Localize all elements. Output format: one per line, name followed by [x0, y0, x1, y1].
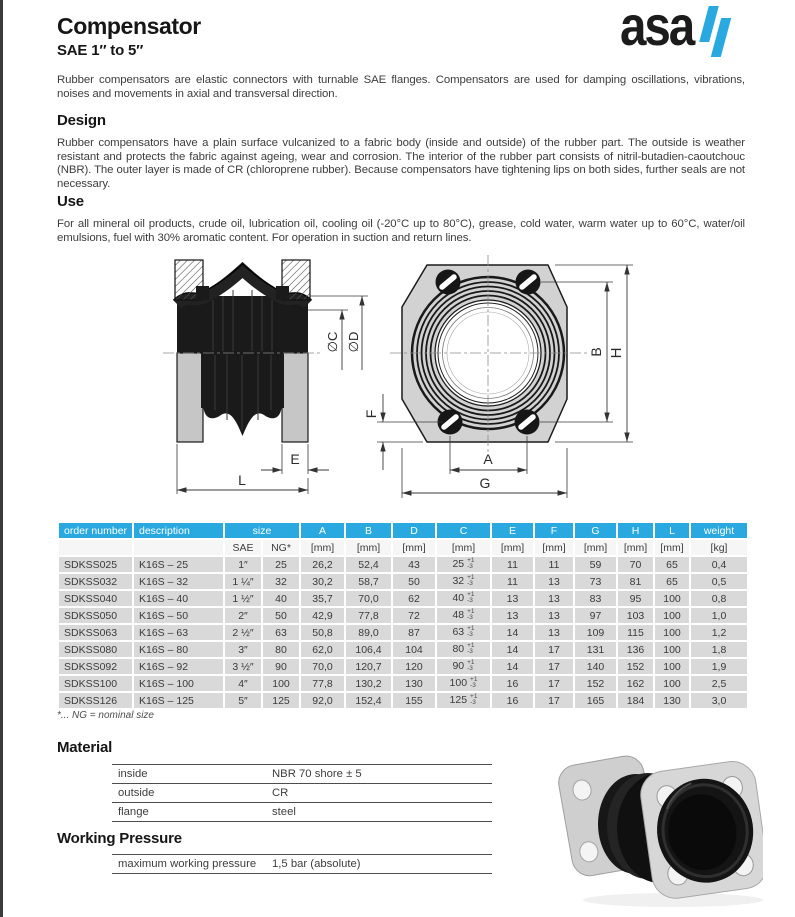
cell-a: 35,7 [301, 591, 344, 606]
cell-b: 77,8 [346, 608, 391, 623]
cell-order: SDKSS063 [59, 625, 132, 640]
table-row [59, 659, 747, 674]
dim-label-b: B [588, 347, 604, 357]
unit-cell-mm: [mm] [492, 540, 533, 555]
spec-table [57, 521, 744, 710]
cell-description: K16S – 80 [134, 642, 223, 657]
cell-description: K16S – 32 [134, 574, 223, 589]
cell-g: 59 [575, 557, 616, 572]
spec-table-body [59, 557, 747, 708]
cell-d: 87 [393, 625, 435, 640]
cell-e: 16 [492, 693, 533, 708]
cell-ng: 63 [263, 625, 299, 640]
cell-description: K16S – 92 [134, 659, 223, 674]
cell-l: 100 [655, 608, 689, 623]
page-edge-rule [0, 0, 3, 917]
cell-b: 89,0 [346, 625, 391, 640]
unit-cell-mm: [mm] [575, 540, 616, 555]
cell-c: 48 +1 -3 [437, 608, 490, 623]
cell-d: 130 [393, 676, 435, 691]
cell-f: 13 [535, 591, 573, 606]
cell-l: 100 [655, 591, 689, 606]
cell-ng: 90 [263, 659, 299, 674]
cell-a: 70,0 [301, 659, 344, 674]
cell-b: 120,7 [346, 659, 391, 674]
cell-h: 70 [618, 557, 653, 572]
cell-f: 17 [535, 659, 573, 674]
cell-h: 81 [618, 574, 653, 589]
cell-c: 40 +1 -3 [437, 591, 490, 606]
cell-ng: 32 [263, 574, 299, 589]
tolerance-plus: +1 [467, 642, 475, 649]
cell-ng: 50 [263, 608, 299, 623]
cell-h: 115 [618, 625, 653, 640]
unit-cell-mm: [mm] [346, 540, 391, 555]
cell-d: 120 [393, 659, 435, 674]
cell-description: K16S – 100 [134, 676, 223, 691]
cell-description: K16S – 25 [134, 557, 223, 572]
cell-l: 65 [655, 557, 689, 572]
cell-e: 13 [492, 608, 533, 623]
tolerance-minus: -3 [467, 562, 473, 570]
cell-e: 16 [492, 676, 533, 691]
spec-table-head [59, 523, 747, 555]
info-label: maximum working pressure [112, 855, 266, 874]
cell-b: 52,4 [346, 557, 391, 572]
tolerance-plus: +1 [467, 659, 475, 666]
cell-d: 104 [393, 642, 435, 657]
design-heading: Design [57, 112, 106, 129]
cell-sae: 1 ½″ [225, 591, 261, 606]
cell-e: 13 [492, 591, 533, 606]
product-photo [548, 742, 763, 910]
asa-logo-text: asa [620, 0, 694, 57]
cell-c: 25 +1 -3 [437, 557, 490, 572]
info-label: inside [112, 765, 266, 784]
col-header-d: D [393, 523, 435, 538]
cell-ng: 40 [263, 591, 299, 606]
col-header-weight: weight [691, 523, 747, 538]
dim-label-dia-c: ∅C [325, 331, 340, 353]
cell-weight: 1,0 [691, 608, 747, 623]
info-value: CR [266, 784, 492, 803]
unit-cell-sae: SAE [225, 540, 261, 555]
cell-e: 11 [492, 574, 533, 589]
intro-paragraph: Rubber compensators are elastic connectors with turnable SAE flanges. Compensators are used for damping oscillations, vibrations, noises and movements in axial and transversal direction. [57, 74, 745, 100]
cell-b: 130,2 [346, 676, 391, 691]
cell-sae: 1 ¼″ [225, 574, 261, 589]
table-footnote: *... NG = nominal size [57, 710, 154, 721]
cell-g: 83 [575, 591, 616, 606]
cell-d: 62 [393, 591, 435, 606]
cell-sae: 1″ [225, 557, 261, 572]
cell-weight: 3,0 [691, 693, 747, 708]
info-label: flange [112, 803, 266, 822]
cell-c-tolerance [467, 558, 474, 570]
info-label: outside [112, 784, 266, 803]
cell-l: 130 [655, 693, 689, 708]
cell-g: 152 [575, 676, 616, 691]
cell-ng: 25 [263, 557, 299, 572]
cell-g: 131 [575, 642, 616, 657]
cell-ng: 100 [263, 676, 299, 691]
cell-description: K16S – 125 [134, 693, 223, 708]
cell-c-tolerance [467, 660, 474, 672]
page-subtitle: SAE 1″ to 5″ [57, 42, 144, 59]
side-view-drawing [163, 260, 323, 442]
cell-c-tolerance [470, 677, 477, 689]
tolerance-plus: +1 [467, 574, 475, 581]
tolerance-minus: -3 [470, 698, 476, 706]
info-row [112, 784, 492, 803]
cell-h: 152 [618, 659, 653, 674]
cell-b: 106,4 [346, 642, 391, 657]
dim-label-dia-d: ∅D [346, 331, 361, 353]
cell-sae: 5″ [225, 693, 261, 708]
cell-h: 162 [618, 676, 653, 691]
cell-f: 13 [535, 608, 573, 623]
info-row [112, 765, 492, 784]
table-row [59, 591, 747, 606]
info-value: NBR 70 shore ± 5 [266, 765, 492, 784]
tolerance-minus: -3 [467, 579, 473, 587]
cell-ng: 80 [263, 642, 299, 657]
info-row [112, 855, 492, 874]
table-row [59, 608, 747, 623]
dim-label-e: E [290, 451, 300, 467]
cell-g: 109 [575, 625, 616, 640]
col-header-b: B [346, 523, 391, 538]
cell-f: 17 [535, 676, 573, 691]
cell-weight: 0,4 [691, 557, 747, 572]
cell-h: 136 [618, 642, 653, 657]
cell-g: 140 [575, 659, 616, 674]
front-view-drawing [390, 255, 587, 454]
material-table [112, 764, 492, 822]
cell-c: 90 +1 -3 [437, 659, 490, 674]
cell-f: 13 [535, 574, 573, 589]
table-row [59, 574, 747, 589]
unit-cell-mm: [mm] [618, 540, 653, 555]
cell-order: SDKSS050 [59, 608, 132, 623]
cell-l: 100 [655, 625, 689, 640]
unit-cell-blank [59, 540, 132, 555]
cell-weight: 2,5 [691, 676, 747, 691]
cell-c: 125 +1 -3 [437, 693, 490, 708]
tolerance-plus: +1 [467, 591, 475, 598]
cell-a: 42,9 [301, 608, 344, 623]
tolerance-minus: -3 [470, 681, 476, 689]
cell-sae: 3 ½″ [225, 659, 261, 674]
col-header-f: F [535, 523, 573, 538]
material-table-body [112, 765, 492, 822]
unit-cell-ng: NG* [263, 540, 299, 555]
cell-l: 65 [655, 574, 689, 589]
col-header-a: A [301, 523, 344, 538]
cell-description: K16S – 40 [134, 591, 223, 606]
dim-label-l: L [238, 472, 246, 488]
unit-cell-blank [134, 540, 223, 555]
working-pressure-heading: Working Pressure [57, 830, 182, 847]
use-heading: Use [57, 193, 84, 210]
cell-order: SDKSS092 [59, 659, 132, 674]
col-header-g: G [575, 523, 616, 538]
cell-g: 165 [575, 693, 616, 708]
info-value: steel [266, 803, 492, 822]
tolerance-plus: +1 [467, 625, 475, 632]
cell-a: 92,0 [301, 693, 344, 708]
material-heading: Material [57, 739, 113, 756]
dim-label-h: H [608, 347, 625, 359]
cell-order: SDKSS040 [59, 591, 132, 606]
cell-sae: 2 ½″ [225, 625, 261, 640]
unit-cell-mm: [mm] [535, 540, 573, 555]
cell-description: K16S – 50 [134, 608, 223, 623]
table-row [59, 557, 747, 572]
cell-f: 17 [535, 642, 573, 657]
tolerance-plus: +1 [470, 676, 478, 683]
cell-b: 152,4 [346, 693, 391, 708]
dim-label-g: G [479, 475, 491, 491]
cell-weight: 0,5 [691, 574, 747, 589]
cell-a: 26,2 [301, 557, 344, 572]
cell-f: 11 [535, 557, 573, 572]
unit-cell-mm: [mm] [393, 540, 435, 555]
cell-weight: 1,8 [691, 642, 747, 657]
tolerance-minus: -3 [467, 596, 473, 604]
table-row [59, 642, 747, 657]
cell-order: SDKSS080 [59, 642, 132, 657]
unit-cell-mm: [mm] [655, 540, 689, 555]
tolerance-minus: -3 [467, 613, 473, 621]
cell-order: SDKSS032 [59, 574, 132, 589]
cell-d: 43 [393, 557, 435, 572]
cell-d: 155 [393, 693, 435, 708]
unit-cell-kg: [kg] [691, 540, 747, 555]
tolerance-minus: -3 [467, 630, 473, 638]
cell-description: K16S – 63 [134, 625, 223, 640]
cell-a: 30,2 [301, 574, 344, 589]
unit-cell-mm: [mm] [437, 540, 490, 555]
table-row [59, 693, 747, 708]
tolerance-minus: -3 [467, 664, 473, 672]
cell-e: 14 [492, 642, 533, 657]
cell-c: 80 +1 -3 [437, 642, 490, 657]
cell-e: 14 [492, 625, 533, 640]
cell-sae: 4″ [225, 676, 261, 691]
page-title: Compensator [57, 13, 201, 39]
cell-l: 100 [655, 642, 689, 657]
cell-b: 58,7 [346, 574, 391, 589]
cell-c: 63 +1 -3 [437, 625, 490, 640]
cell-b: 70,0 [346, 591, 391, 606]
cell-d: 72 [393, 608, 435, 623]
tolerance-plus: +1 [467, 557, 475, 564]
cell-e: 14 [492, 659, 533, 674]
cell-order: SDKSS100 [59, 676, 132, 691]
cell-c-tolerance [470, 694, 477, 706]
table-row [59, 676, 747, 691]
col-header-order-number: order number [59, 523, 132, 538]
cell-f: 17 [535, 693, 573, 708]
cell-c: 32 +1 -3 [437, 574, 490, 589]
cell-order: SDKSS025 [59, 557, 132, 572]
col-header-c: C [437, 523, 490, 538]
cell-c-tolerance [467, 643, 474, 655]
tolerance-plus: +1 [467, 608, 475, 615]
cell-l: 100 [655, 676, 689, 691]
tolerance-plus: +1 [470, 693, 478, 700]
cell-d: 50 [393, 574, 435, 589]
cell-g: 73 [575, 574, 616, 589]
table-row [59, 625, 747, 640]
cell-a: 62,0 [301, 642, 344, 657]
cell-h: 103 [618, 608, 653, 623]
design-paragraph: Rubber compensators have a plain surface vulcanized to a fabric body (inside and outside) of the rubber part. The outside is weather resistant and protects the fabric against ageing, wear and corrosion. The interior of the rubber part consists of nitril-butadien-caoutchouc (NBR). The outer layer is made of CR (chloroprene rubber). Because compensators have tightening lips on both sides, further seals are not necessary. [57, 137, 745, 190]
col-header-l: L [655, 523, 689, 538]
unit-cell-mm: [mm] [301, 540, 344, 555]
dim-label-f: F [363, 409, 379, 419]
cell-c: 100 +1 -3 [437, 676, 490, 691]
cell-g: 97 [575, 608, 616, 623]
cell-e: 11 [492, 557, 533, 572]
use-paragraph: For all mineral oil products, crude oil, lubrication oil, cooling oil (-20°C up to 80°C), grease, cold water, warm water up to 60°C, water/oil emulsions, fuel with 30% aromatic content. For operation in suction and return lines. [57, 218, 745, 244]
col-header-description: description [134, 523, 223, 538]
cell-h: 184 [618, 693, 653, 708]
technical-drawing [75, 252, 760, 520]
cell-sae: 3″ [225, 642, 261, 657]
cell-a: 77,8 [301, 676, 344, 691]
working-pressure-table-body [112, 855, 492, 874]
cell-weight: 1,2 [691, 625, 747, 640]
cell-c-tolerance [467, 575, 474, 587]
asa-logo [620, 2, 765, 62]
cell-h: 95 [618, 591, 653, 606]
cell-l: 100 [655, 659, 689, 674]
info-row [112, 803, 492, 822]
cell-c-tolerance [467, 609, 474, 621]
col-header-h: H [618, 523, 653, 538]
cell-a: 50,8 [301, 625, 344, 640]
info-value: 1,5 bar (absolute) [266, 855, 492, 874]
cell-weight: 0,8 [691, 591, 747, 606]
cell-f: 13 [535, 625, 573, 640]
tolerance-minus: -3 [467, 647, 473, 655]
col-header-e: E [492, 523, 533, 538]
working-pressure-table [112, 854, 492, 874]
cell-c-tolerance [467, 592, 474, 604]
cell-c-tolerance [467, 626, 474, 638]
cell-weight: 1,9 [691, 659, 747, 674]
cell-order: SDKSS126 [59, 693, 132, 708]
col-header-size: size [225, 523, 299, 538]
cell-sae: 2″ [225, 608, 261, 623]
dim-label-a: A [483, 451, 493, 467]
cell-ng: 125 [263, 693, 299, 708]
